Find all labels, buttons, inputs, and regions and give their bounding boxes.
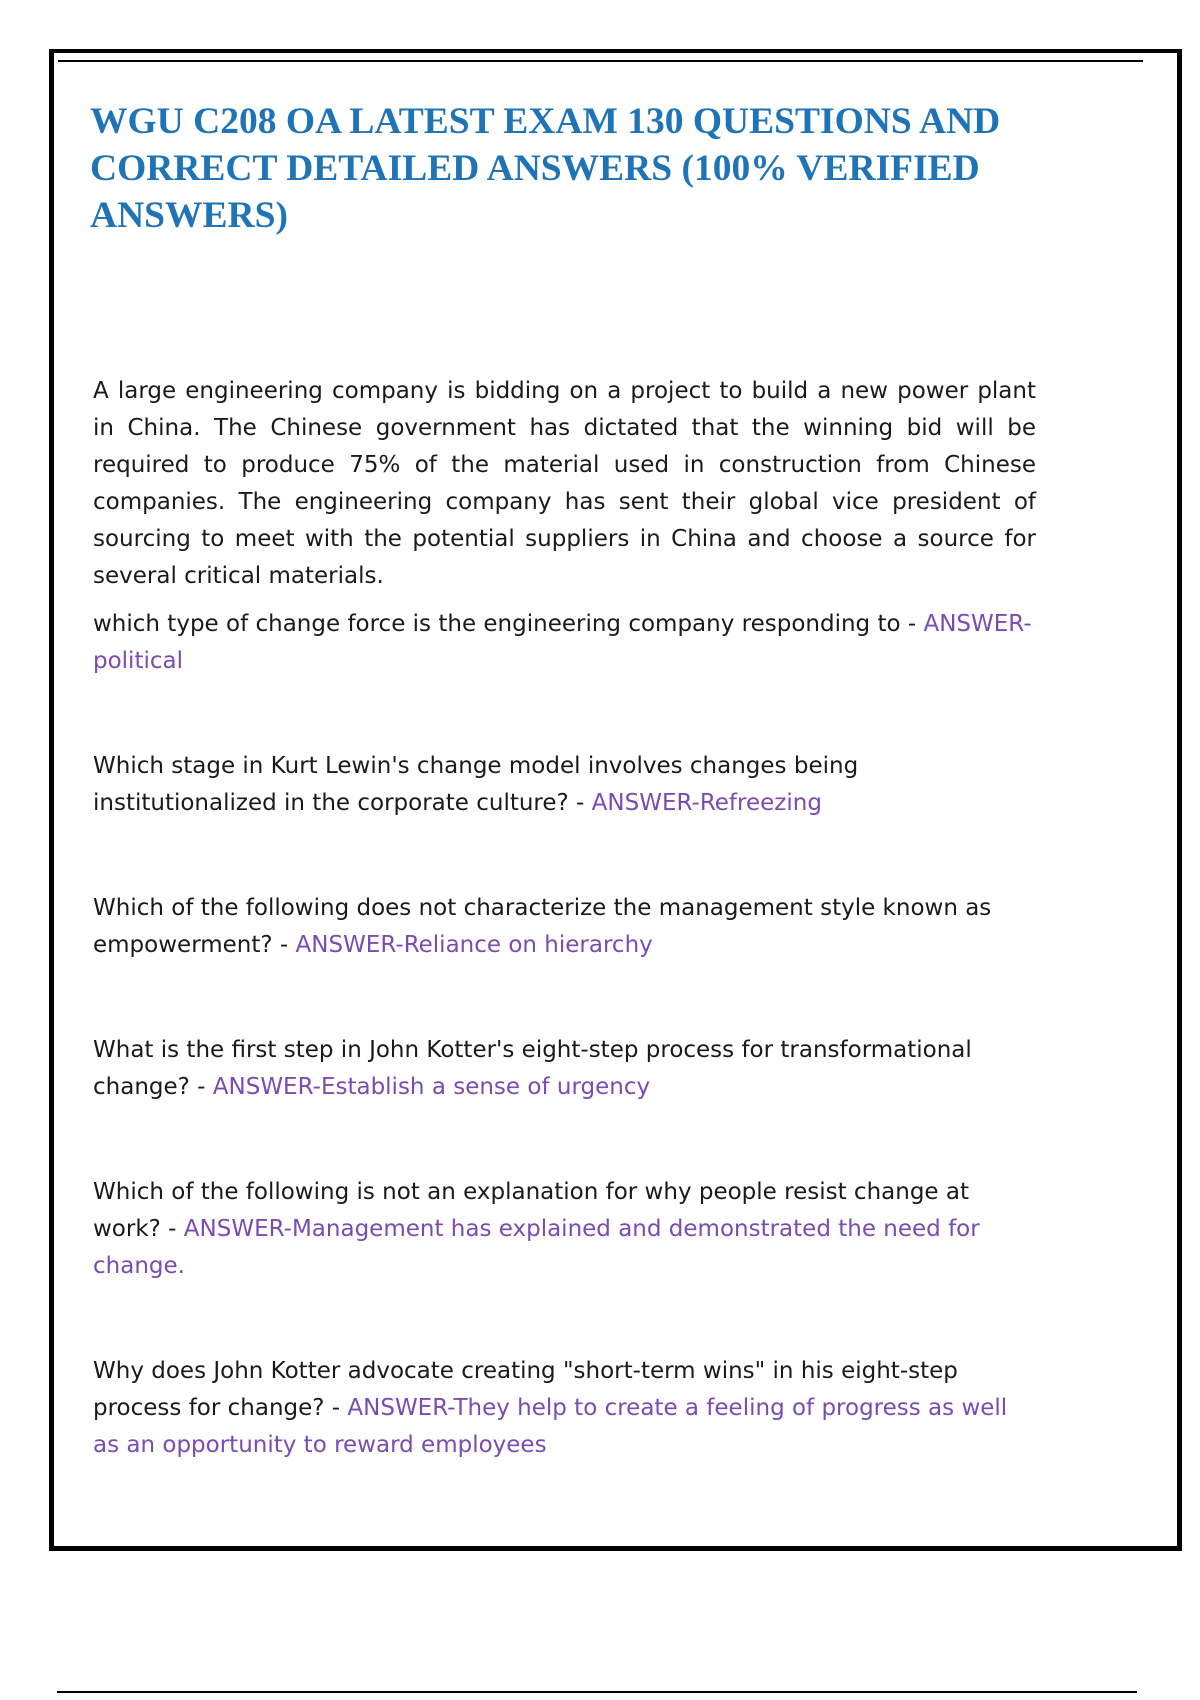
answer-text: ANSWER-political xyxy=(93,611,1032,674)
question-text: Which of the following is not an explanation for why people resist change at work? - xyxy=(93,1179,969,1242)
qa-item xyxy=(93,1174,1036,1285)
qa-item xyxy=(93,1032,1036,1106)
document-content xyxy=(93,373,1036,1464)
document-title: WGU C208 OA LATEST EXAM 130 QUESTIONS AND CORRECT DETAILED ANSWERS (100% VERIFIED ANSWERS) xyxy=(90,101,1001,236)
qa-item xyxy=(93,890,1036,964)
question-text: Why does John Kotter advocate creating "short-term wins" in his eight-step process for change? - xyxy=(93,1358,958,1421)
scenario-paragraph: A large engineering company is bidding on a project to build a new power plant in China. The Chinese government has dictated that the winning bid will be required to produce 75% of the material used in construction from Chinese companies. The engineering company has sent their global vice president of sourcing to meet with the potential suppliers in China and choose a source for several critical materials. xyxy=(93,378,1036,589)
question-text: Which of the following does not characterize the management style known as empowerment? - xyxy=(93,895,992,958)
answer-text: ANSWER-Management has explained and demonstrated the need for change. xyxy=(93,1216,980,1279)
qa-item xyxy=(93,1353,1036,1464)
answer-text: ANSWER-Establish a sense of urgency xyxy=(212,1074,651,1100)
page-bottom-rule xyxy=(57,1691,1137,1693)
frame-top-rule xyxy=(58,60,1143,62)
question-text: which type of change force is the engineering company responding to - xyxy=(93,611,924,637)
answer-text: ANSWER-They help to create a feeling of progress as well as an opportunity to reward employees xyxy=(93,1395,1008,1458)
qa-item xyxy=(93,748,1036,822)
answer-text: ANSWER-Reliance on hierarchy xyxy=(295,932,653,958)
qa-item xyxy=(93,606,1036,680)
question-text: Which stage in Kurt Lewin's change model involves changes being institutionalized in the corporate culture? - xyxy=(93,753,859,816)
answer-text: ANSWER-Refreezing xyxy=(591,790,822,816)
question-text: What is the first step in John Kotter's eight-step process for transformational change? - xyxy=(93,1037,972,1100)
